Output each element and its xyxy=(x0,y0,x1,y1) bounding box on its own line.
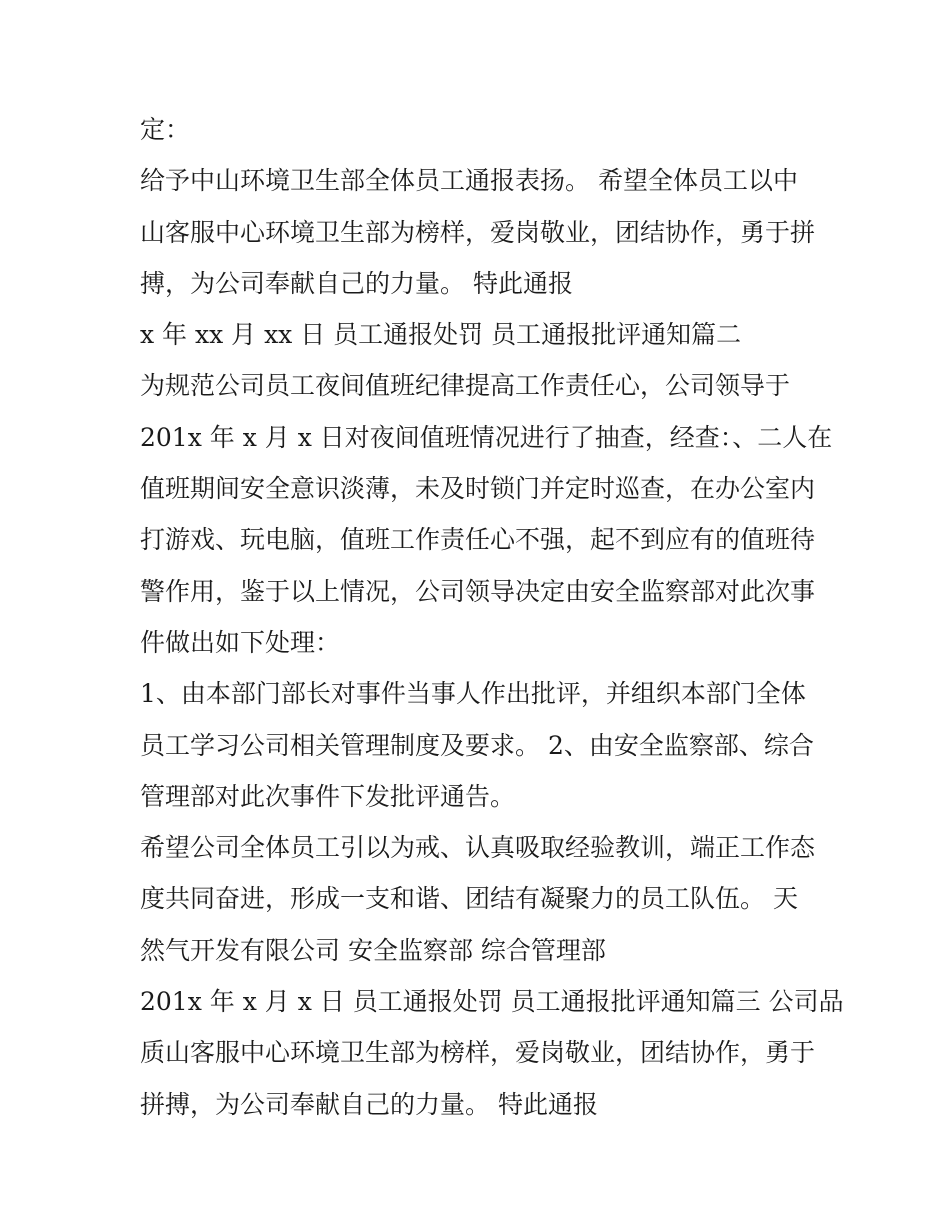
text-line: 定： xyxy=(140,115,191,144)
text-line: 员工学习公司相关管理制度及要求。 2、由安全监察部、综合 xyxy=(140,730,814,760)
document-body xyxy=(140,104,844,1130)
text-line: x 年 xx 月 xx 日 员工通报处罚 员工通报批评通知篇二 xyxy=(140,320,742,350)
text-line: 希望公司全体员工引以为戒、认真吸取经验教训，端正工作态 xyxy=(140,833,816,863)
text-line: 警作用，鉴于以上情况，公司领导决定由安全监察部对此次事 xyxy=(140,576,816,606)
text-line: 件做出如下处理： xyxy=(140,627,341,657)
text-line: 管理部对此次事件下发批评通告。 xyxy=(140,781,516,811)
text-line: 为规范公司员工夜间值班纪律提高工作责任心，公司领导于 xyxy=(140,371,791,401)
text-line: 搏，为公司奉献自己的力量。 特此通报 xyxy=(140,268,573,298)
text-line: 1、由本部门部长对事件当事人作出批评，并组织本部门全体 xyxy=(140,679,806,709)
text-line: 打游戏、玩电脑，值班工作责任心不强，起不到应有的值班待 xyxy=(140,525,816,555)
text-line: 质山客服中心环境卫生部为榜样，爱岗敬业，团结协作，勇于 xyxy=(140,1038,816,1068)
text-line: 给予中山环境卫生部全体员工通报表扬。 希望全体员工以中 xyxy=(140,166,798,196)
text-line: 山客服中心环境卫生部为榜样，爱岗敬业，团结协作，勇于拼 xyxy=(140,217,816,247)
text-line: 201x 年 x 月 x 日 员工通报处罚 员工通报批评通知篇三 公司品 xyxy=(140,987,844,1017)
text-line: 拼搏，为公司奉献自己的力量。 特此通报 xyxy=(140,1089,598,1119)
text-line: 度共同奋进，形成一支和谐、团结有凝聚力的员工队伍。 天 xyxy=(140,884,798,914)
text-line: 值班期间安全意识淡薄，未及时锁门并定时巡查，在办公室内 xyxy=(140,474,816,504)
text-line: 然气开发有限公司 安全监察部 综合管理部 xyxy=(140,935,606,965)
text-line: 201x 年 x 月 x 日对夜间值班情况进行了抽查，经查：、二人在 xyxy=(140,422,833,452)
